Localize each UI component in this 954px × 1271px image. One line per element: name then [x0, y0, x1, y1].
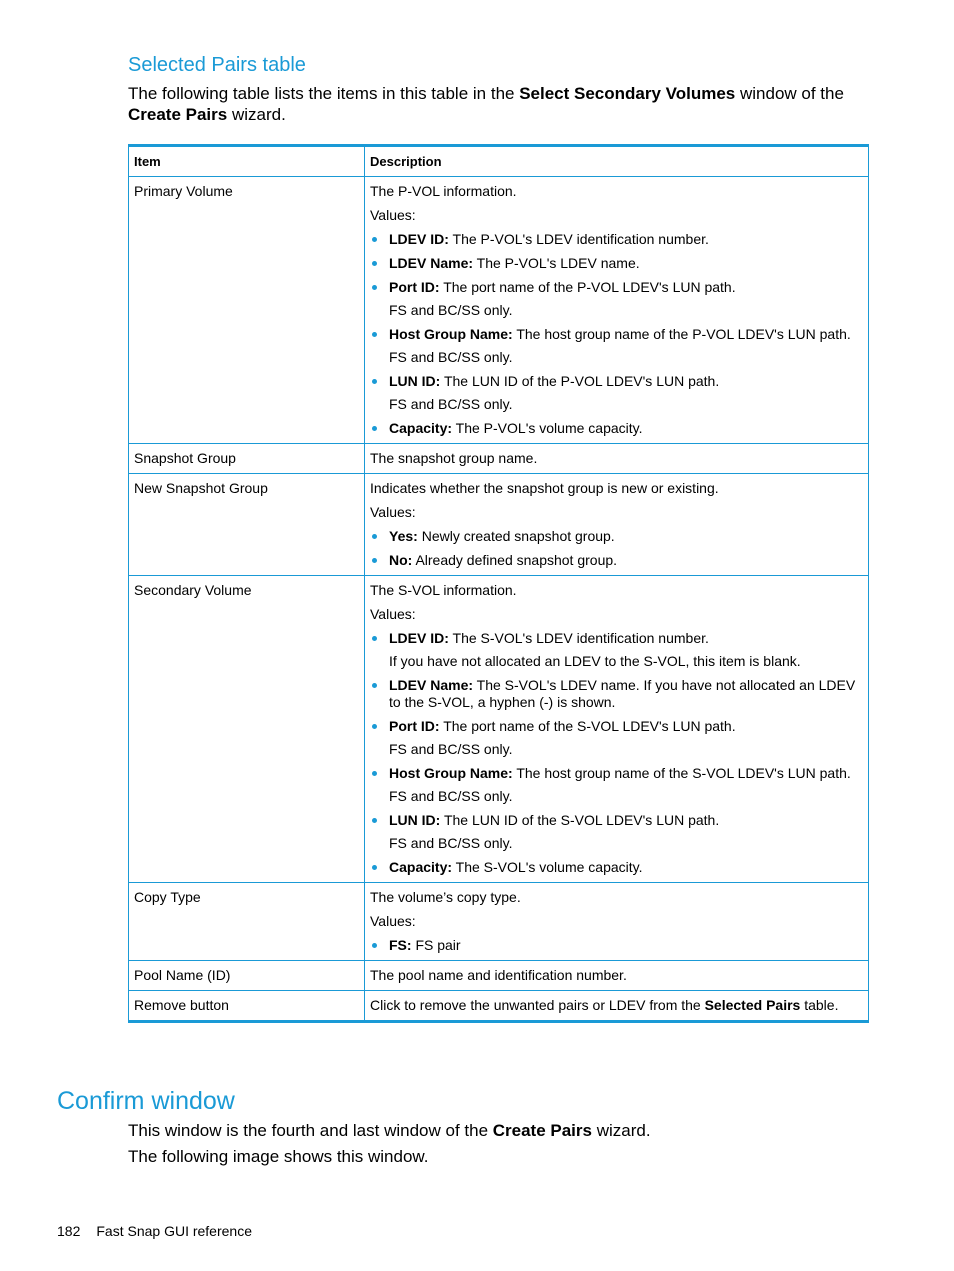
bullet-icon [372, 636, 377, 641]
list-item: LDEV Name: The P-VOL's LDEV name. [370, 255, 863, 272]
values-label: Values: [370, 504, 416, 520]
table-row [129, 474, 869, 576]
item-cell: Copy Type [129, 883, 365, 961]
description-cell: The pool name and identification number. [365, 961, 869, 991]
values-list [370, 528, 863, 569]
header-item: Item [129, 146, 365, 177]
description-cell: Click to remove the unwanted pairs or LDEV from the Selected Pairs table. [365, 991, 869, 1022]
footer-title: Fast Snap GUI reference [96, 1223, 252, 1239]
list-item: Capacity: The S-VOL's volume capacity. [370, 859, 863, 876]
description-cell [365, 576, 869, 883]
confirm-paragraph-1: This window is the fourth and last window of the Create Pairs wizard. [128, 1121, 651, 1140]
table-row [129, 576, 869, 883]
bullet-icon [372, 558, 377, 563]
bullet-icon [372, 943, 377, 948]
list-item: Yes: Newly created snapshot group. [370, 528, 863, 545]
intro-paragraph: The following table lists the items in this table in the Select Secondary Volumes window of the Create Pairs wizard. [128, 84, 844, 124]
description-text: The S-VOL information. [370, 582, 517, 598]
bullet-icon [372, 818, 377, 823]
bullet-icon [372, 724, 377, 729]
bullet-icon [372, 332, 377, 337]
list-item: LDEV ID: The S-VOL's LDEV identification number. If you have not allocated an LDEV to the S-VOL, this item is blank. [370, 630, 863, 670]
bullet-icon [372, 534, 377, 539]
list-item: Port ID: The port name of the S-VOL LDEV's LUN path. FS and BC/SS only. [370, 718, 863, 758]
item-cell: New Snapshot Group [129, 474, 365, 576]
bullet-icon [372, 683, 377, 688]
description-cell [365, 177, 869, 444]
page-footer [57, 1223, 252, 1239]
bullet-icon [372, 426, 377, 431]
bullet-icon [372, 865, 377, 870]
values-list [370, 630, 863, 876]
table-row [129, 991, 869, 1022]
header-description: Description [365, 146, 869, 177]
table-row [129, 177, 869, 444]
list-item: LDEV ID: The P-VOL's LDEV identification number. [370, 231, 863, 248]
section-heading: Selected Pairs table [128, 54, 306, 76]
values-label: Values: [370, 207, 416, 223]
bullet-icon [372, 771, 377, 776]
list-item: Host Group Name: The host group name of the S-VOL LDEV's LUN path. FS and BC/SS only. [370, 765, 863, 805]
list-item: Port ID: The port name of the P-VOL LDEV's LUN path. FS and BC/SS only. [370, 279, 863, 319]
description-text: Indicates whether the snapshot group is new or existing. [370, 480, 719, 496]
list-item: LUN ID: The LUN ID of the S-VOL LDEV's LUN path. FS and BC/SS only. [370, 812, 863, 852]
description-cell [365, 883, 869, 961]
table-header-row [129, 146, 869, 177]
list-item: LDEV Name: The S-VOL's LDEV name. If you have not allocated an LDEV to the S-VOL, a hyphen (-) is shown. [370, 677, 863, 711]
item-cell: Remove button [129, 991, 365, 1022]
page-number: 182 [57, 1223, 81, 1239]
bullet-icon [372, 379, 377, 384]
bullet-icon [372, 237, 377, 242]
description-cell: The snapshot group name. [365, 444, 869, 474]
list-item: No: Already defined snapshot group. [370, 552, 863, 569]
item-cell: Snapshot Group [129, 444, 365, 474]
confirm-paragraph-2: The following image shows this window. [128, 1147, 429, 1166]
list-item: FS: FS pair [370, 937, 863, 954]
list-item: Host Group Name: The host group name of the P-VOL LDEV's LUN path. FS and BC/SS only. [370, 326, 863, 366]
item-cell: Primary Volume [129, 177, 365, 444]
description-cell [365, 474, 869, 576]
item-cell: Secondary Volume [129, 576, 365, 883]
item-cell: Pool Name (ID) [129, 961, 365, 991]
table-row [129, 444, 869, 474]
table-row [129, 883, 869, 961]
confirm-window-heading: Confirm window [57, 1087, 235, 1115]
description-text: The P-VOL information. [370, 183, 517, 199]
table-row [129, 961, 869, 991]
values-label: Values: [370, 606, 416, 622]
bullet-icon [372, 285, 377, 290]
values-list [370, 231, 863, 437]
values-label: Values: [370, 913, 416, 929]
values-list [370, 937, 863, 954]
bullet-icon [372, 261, 377, 266]
list-item: Capacity: The P-VOL's volume capacity. [370, 420, 863, 437]
selected-pairs-items-table [128, 144, 869, 1023]
description-text: The volume’s copy type. [370, 889, 521, 905]
list-item: LUN ID: The LUN ID of the P-VOL LDEV's LUN path. FS and BC/SS only. [370, 373, 863, 413]
